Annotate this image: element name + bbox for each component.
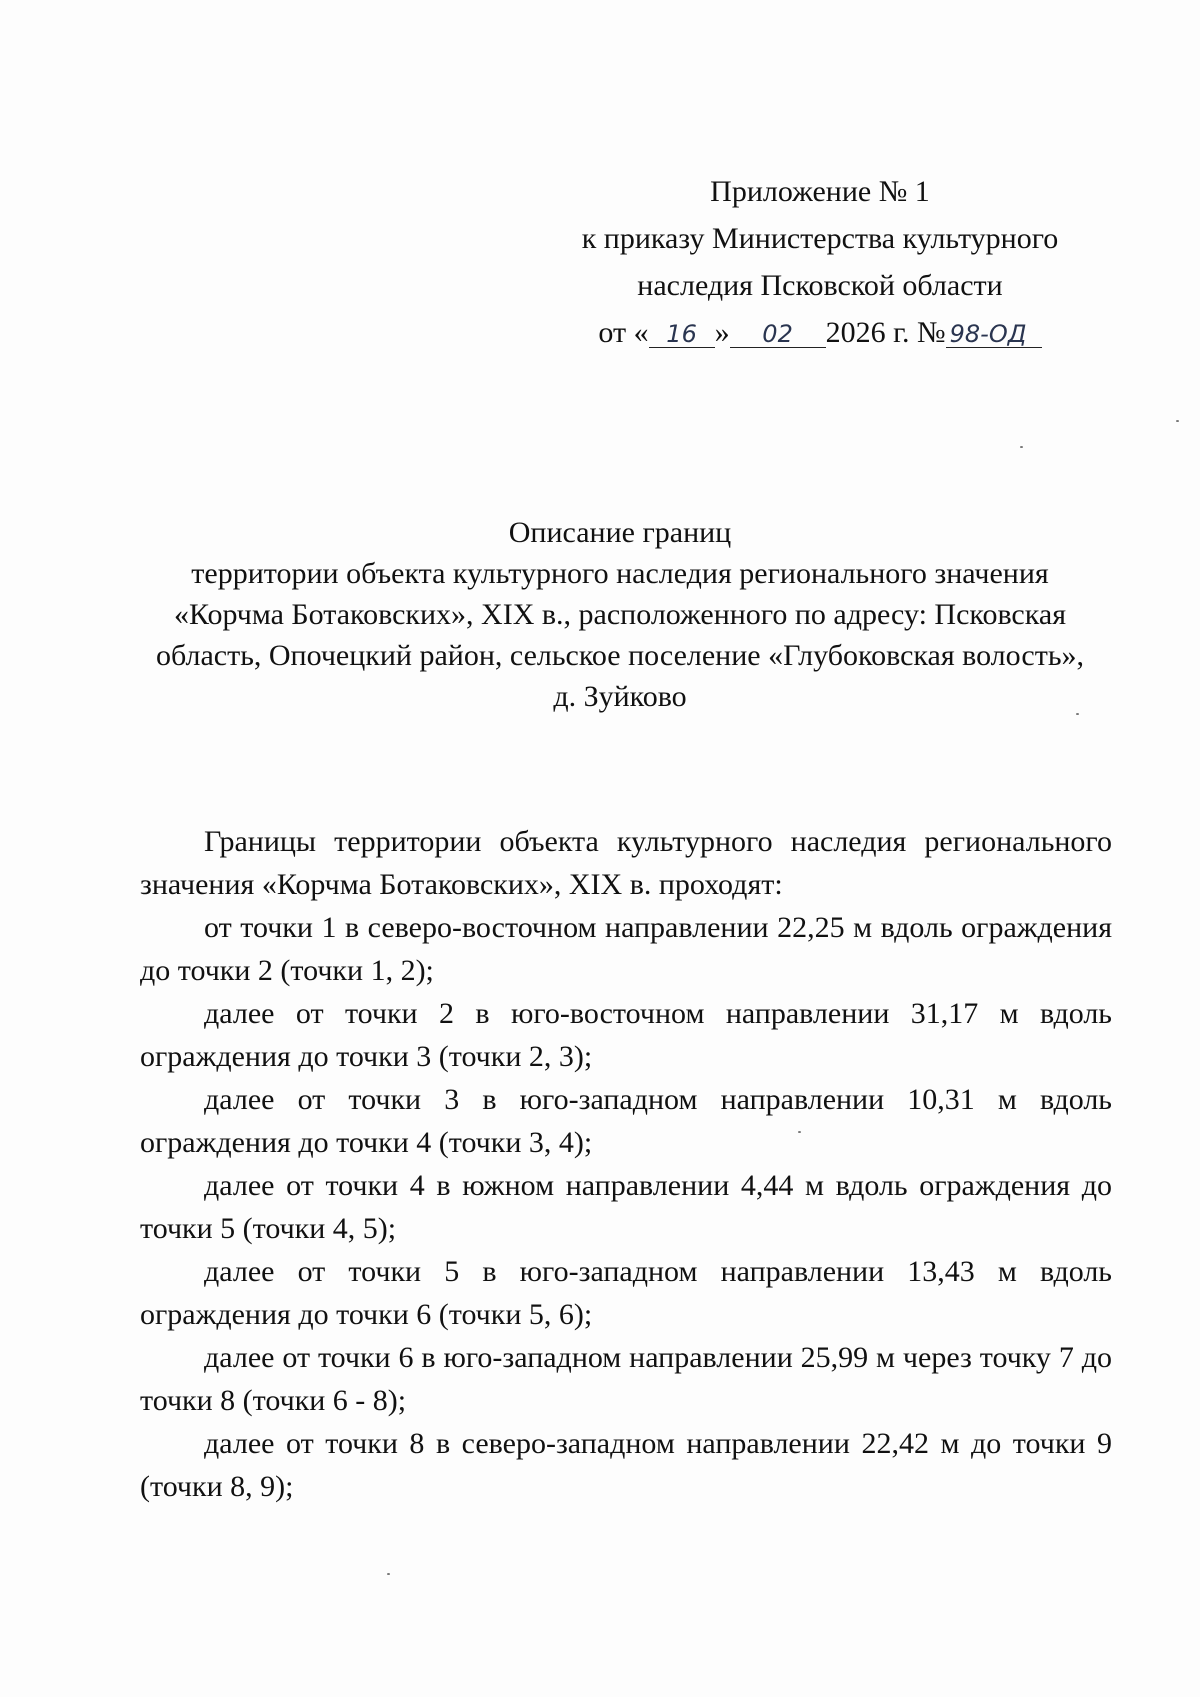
ministry-name: наследия Псковской области [637,269,1003,302]
title-line-2: территории объекта культурного наследия регионального значения [191,557,1049,590]
date-mid: » [714,316,730,349]
document-title [140,512,1100,717]
boundary-step-5: далее от точки 5 в юго-западном направлении 13,43 м вдоль ограждения до точки 6 (точки 5, 6); [140,1255,1112,1331]
scan-speck [1176,420,1179,422]
scan-speck [1020,446,1023,448]
title-line-4: область, Опочецкий район, сельское поселение «Глубоковская волость», [155,639,1085,672]
intro-paragraph: Границы территории объекта культурного наследия регионального значения «Корчма Ботаковских», XIX в. проходят: [140,825,1112,901]
title-line-3: «Корчма Ботаковских», XIX в., расположенного по адресу: Псковская [173,598,1066,631]
scan-speck [798,1131,801,1133]
boundary-step-3: далее от точки 3 в юго-западном направлении 10,31 м вдоль ограждения до точки 4 (точки 3, 4); [140,1083,1112,1159]
date-day-handwritten: 16 [649,321,715,348]
order-number-handwritten: 98-ОД [946,321,1042,348]
scan-speck [387,1573,390,1575]
boundary-step-7: далее от точки 8 в северо-западном направлении 22,42 м до точки 9 (точки 8, 9); [140,1427,1112,1503]
boundary-step-2: далее от точки 2 в юго-восточном направлении 31,17 м вдоль ограждения до точки 3 (точки 2, 3); [140,997,1112,1073]
title-line-1: Описание границ [508,516,732,549]
appendix-number: Приложение № 1 [710,175,930,208]
appendix-header [560,168,1080,356]
scan-speck [1076,713,1079,715]
document-body [140,820,1112,1508]
date-year: 2026 г. № [825,316,946,349]
title-line-5: д. Зуйково [553,680,687,713]
boundary-step-6: далее от точки 6 в юго-западном направлении 25,99 м через точку 7 до точки 8 (точки 6 - 8); [140,1341,1112,1417]
boundary-step-1: от точки 1 в северо-восточном направлении 22,25 м вдоль ограждения до точки 2 (точки 1, 2); [140,911,1112,987]
date-prefix: от « [598,316,649,349]
order-date-line [560,309,1080,356]
boundary-step-4: далее от точки 4 в южном направлении 4,44 м вдоль ограждения до точки 5 (точки 4, 5); [140,1169,1112,1245]
date-month-handwritten: 02 [730,321,826,348]
order-reference: к приказу Министерства культурного [581,222,1059,255]
